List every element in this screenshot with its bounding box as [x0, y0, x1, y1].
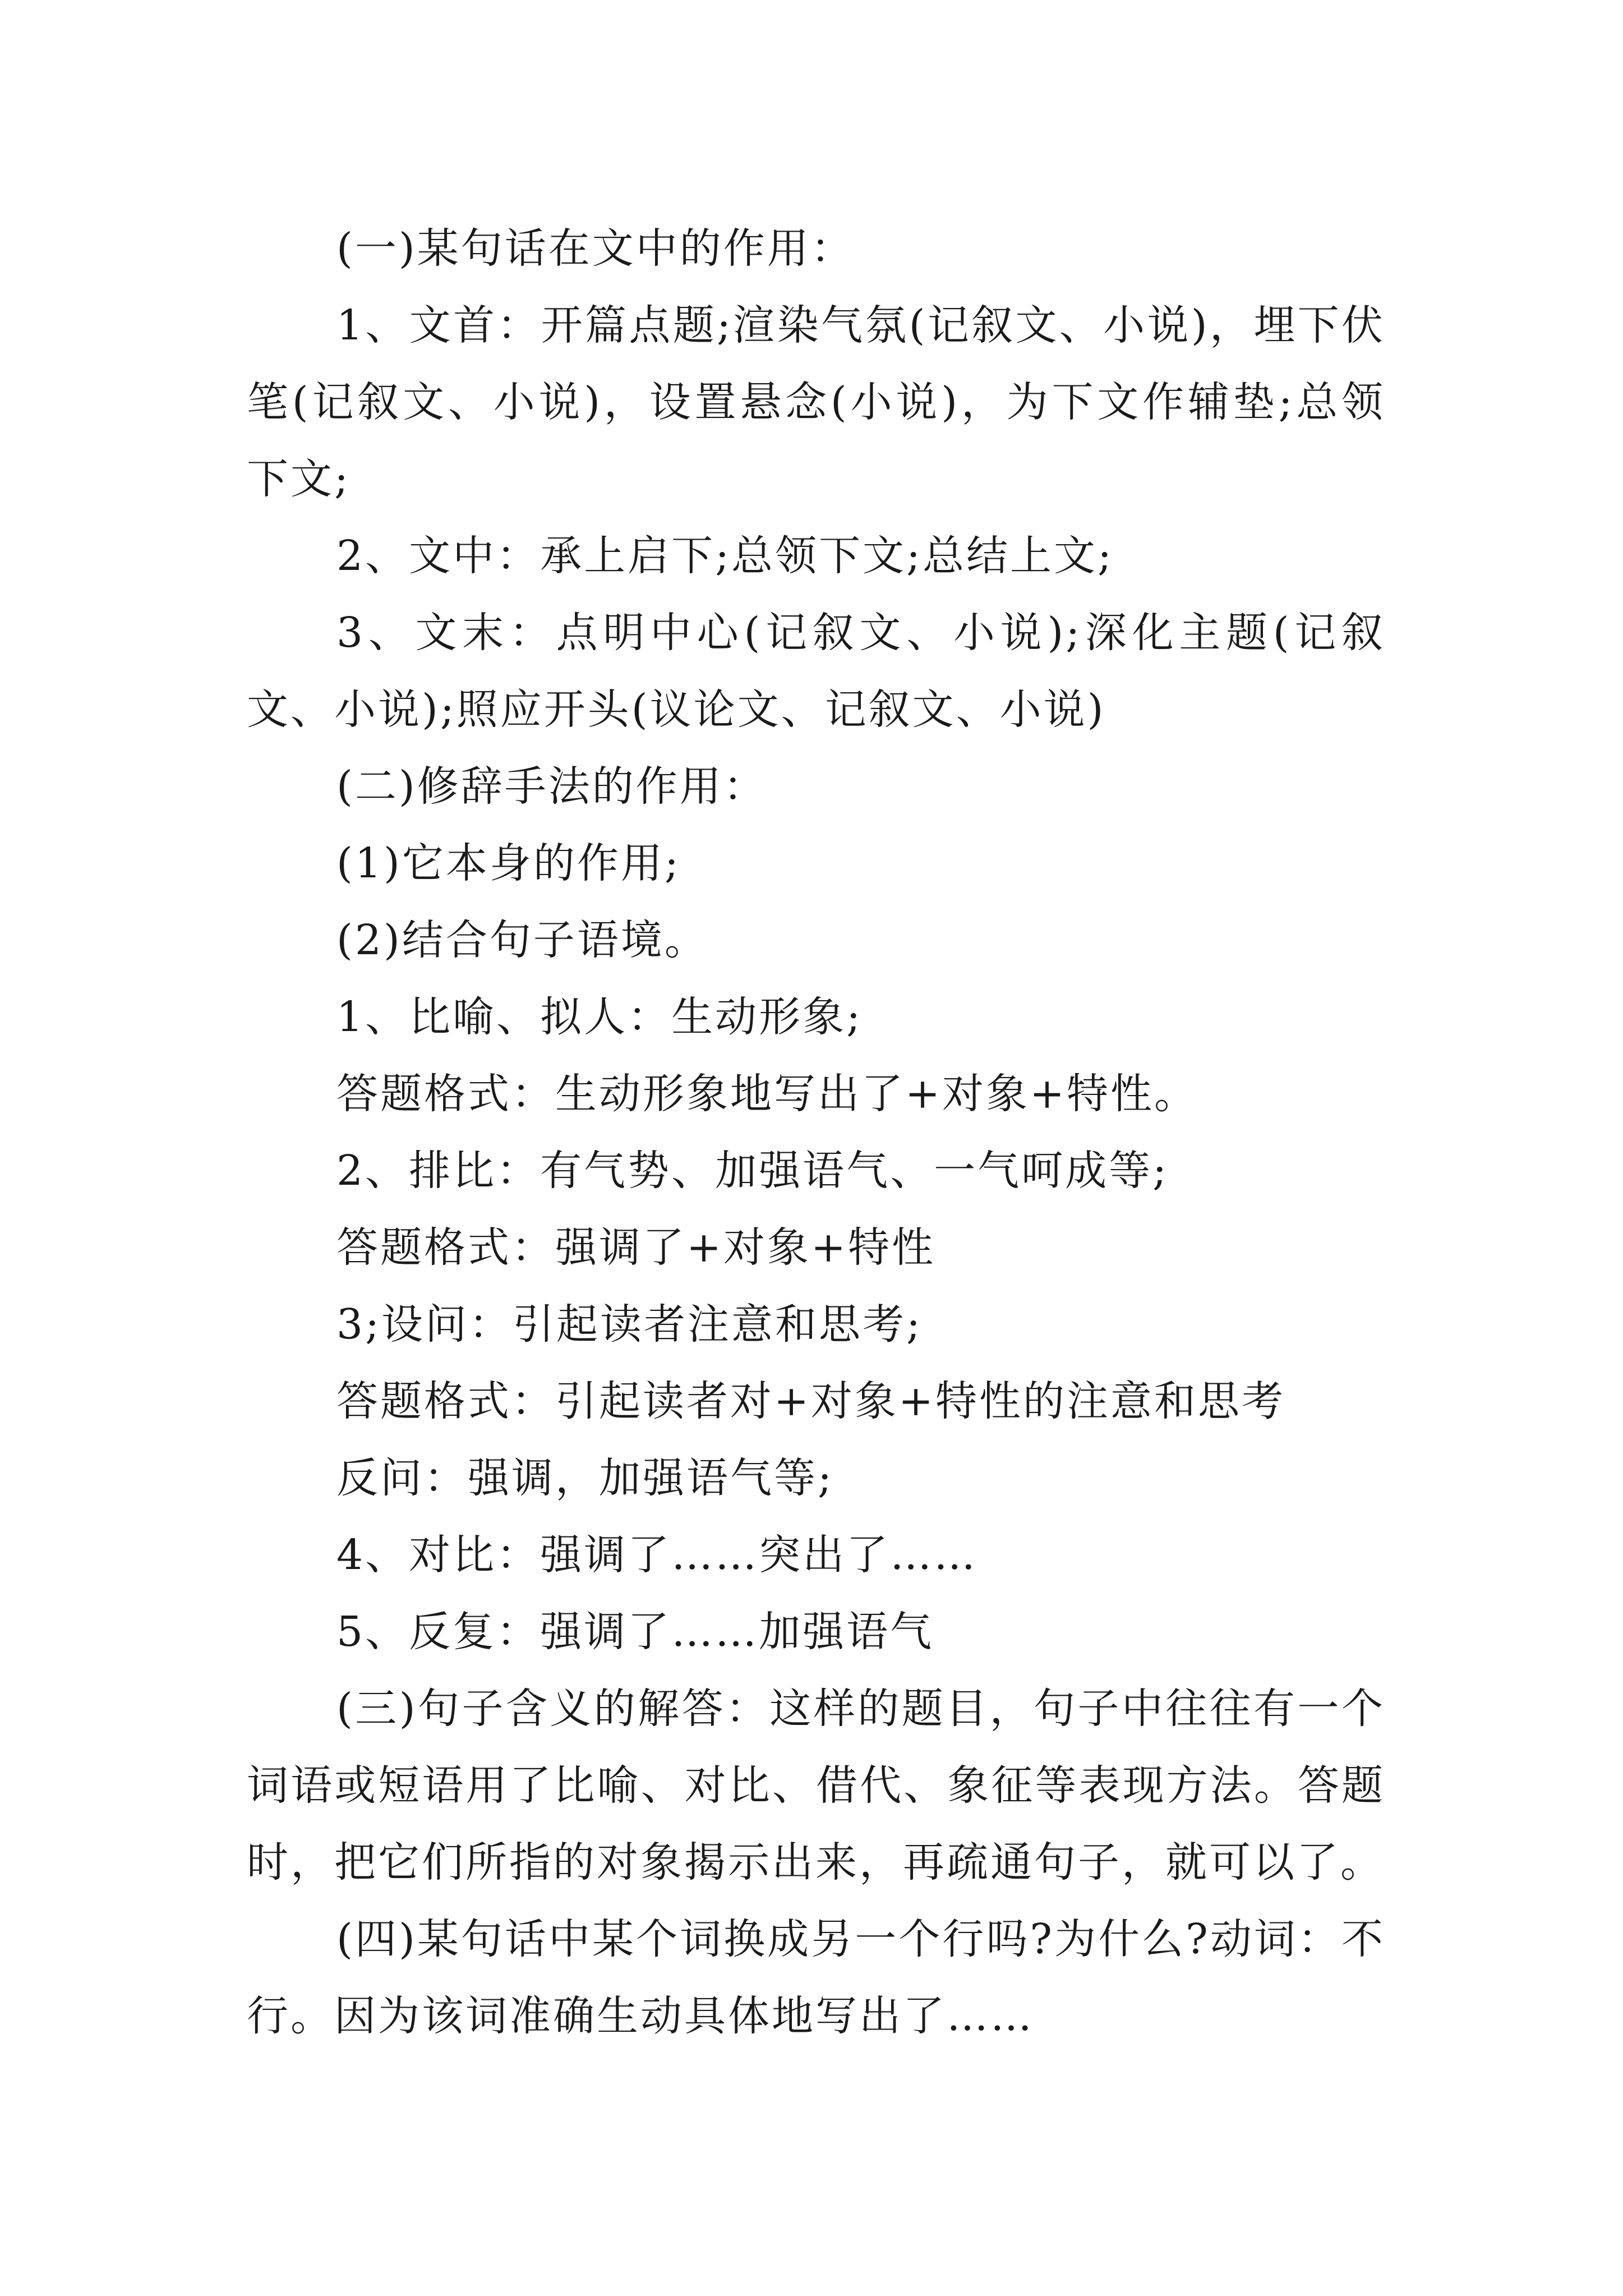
- section-heading-2: (二)修辞手法的作用：: [336, 762, 767, 811]
- answer-format-metaphor: 答题格式：生动形象地写出了+对象+特性。: [336, 1070, 1198, 1118]
- paragraph-ending-effect: 3、文末：点明中心(记叙文、小说);深化主题(记叙文、小说);照应开头(议论文、记叙文、小说): [247, 609, 1385, 734]
- paragraph-rhetorical-question: 3;设问：引起读者注意和思考;: [336, 1300, 923, 1349]
- answer-format-parallelism: 答题格式：强调了+对象+特性: [336, 1223, 936, 1272]
- section-heading-1: (一)某句话在文中的作用：: [336, 224, 855, 273]
- list-item-context: (2)结合句子语境。: [336, 916, 708, 964]
- list-item-own-effect: (1)它本身的作用;: [336, 839, 681, 887]
- section-heading-3: (三)句子含义的解答：这样的题目，句子中往往有一个词语或短语用了比喻、对比、借代、象征等表现方法。答题时，把它们所指的对象揭示出来，再疏通句子，就可以了。: [247, 1685, 1385, 1887]
- paragraph-metaphor: 1、比喻、拟人：生动形象;: [336, 993, 863, 1041]
- paragraph-parallelism: 2、排比：有气势、加强语气、一气呵成等;: [336, 1147, 1169, 1195]
- paragraph-counter-question: 反问：强调，加强语气等;: [336, 1454, 834, 1502]
- paragraph-opening-effect: 1、文首：开篇点题;渲染气氛(记叙文、小说)，埋下伏笔(记叙文、小说)，设置悬念(小说)，为下文作辅垫;总领下文;: [247, 301, 1385, 503]
- answer-format-rhetorical-question: 答题格式：引起读者对+对象+特性的注意和思考: [336, 1377, 1286, 1425]
- paragraph-middle-effect: 2、文中：承上启下;总领下文;总结上文;: [336, 532, 1114, 580]
- paragraph-contrast: 4、对比：强调了……突出了……: [336, 1531, 978, 1579]
- section-heading-4: (四)某句话中某个词换成另一个行吗?为什么?动词：不行。因为该词准确生动具体地写出了……: [247, 1915, 1385, 2040]
- document-body: [247, 210, 1385, 2055]
- paragraph-repetition: 5、反复：强调了……加强语气: [336, 1608, 934, 1656]
